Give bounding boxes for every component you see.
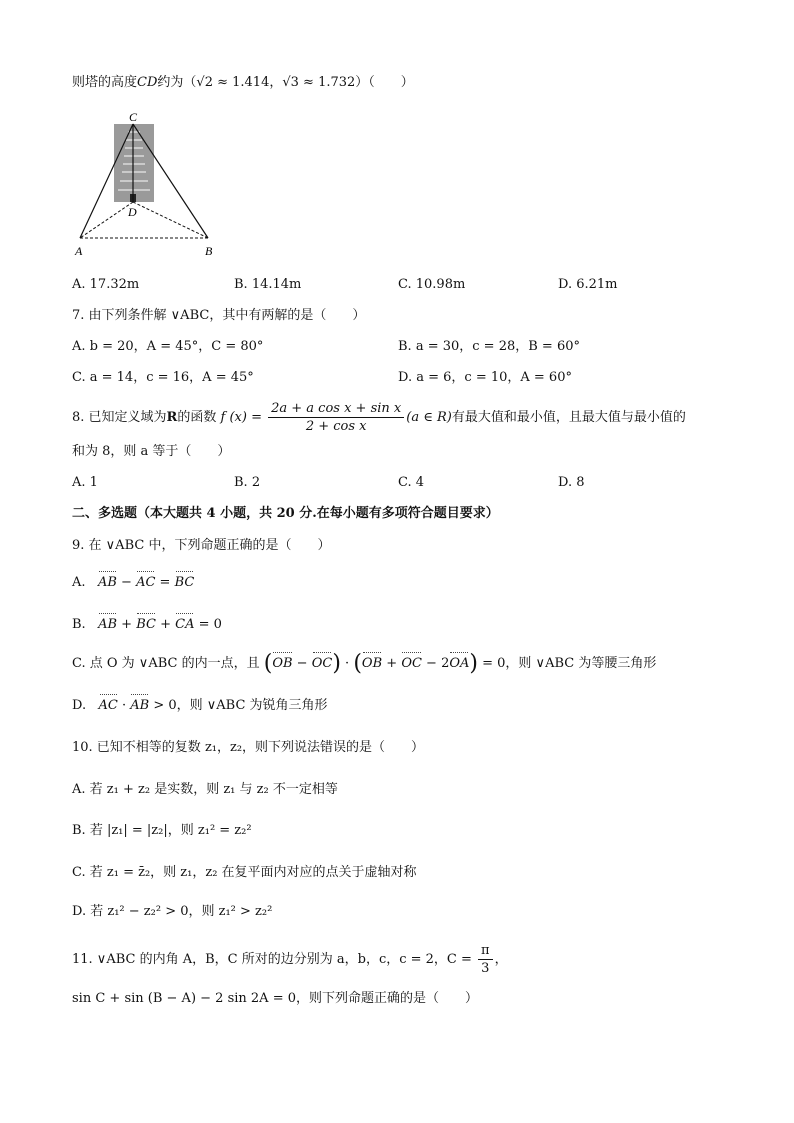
q9-b-label: B.: [72, 617, 86, 632]
q9-a-op1: −: [116, 575, 137, 590]
q10-stem: 10. 已知不相等的复数 z₁，z₂，则下列说法错误的是（ ）: [72, 740, 425, 755]
q8-option-b: B. 2: [234, 475, 261, 490]
q8-r: R: [166, 410, 178, 425]
tower-diagram: [72, 110, 222, 260]
label-a: A: [75, 244, 83, 258]
q11-fraction: [478, 942, 493, 977]
vector-oa: OA: [449, 656, 470, 671]
q9-a-label: A.: [72, 575, 86, 590]
q8-option-a: A. 1: [72, 475, 98, 490]
q9-b-op2: +: [155, 617, 176, 632]
q7-option-d: D. a = 6，c = 10，A = 60°: [398, 370, 572, 385]
q11-three: 3: [481, 961, 490, 976]
q11-stem-line2: sin C + sin (B − A) − 2 sin 2A = 0，则下列命题正确的是（ ）: [72, 991, 478, 1006]
q11-stem-pre: 11. ∨ABC 的内角 A，B，C 所对的边分别为 a，b，c，c = 2，C =: [72, 952, 472, 967]
q8-stem-mid: 的函数: [177, 410, 217, 425]
label-c: C: [129, 110, 138, 124]
q10-option-c: C. 若 z₁ = z̄₂，则 z₁，z₂ 在复平面内对应的点关于虚轴对称: [72, 865, 417, 880]
vector-ab: AB: [130, 698, 150, 713]
q8-stem-post: 有最大值和最小值，且最大值与最小值的: [451, 410, 686, 425]
q9-d-post: > 0，则 ∨ABC 为锐角三角形: [149, 698, 328, 713]
q9-c-dot: ·: [340, 656, 354, 671]
q9-c-plus: +: [382, 656, 402, 671]
q9-c-minus: −: [292, 656, 312, 671]
q9-c-pre: C. 点 O 为 ∨ABC 的内一点，且: [72, 656, 260, 671]
vector-ca: CA: [175, 617, 195, 632]
q6-option-c: C. 10.98m: [398, 277, 466, 292]
label-b: B: [205, 244, 213, 258]
q8-option-d: D. 8: [558, 475, 585, 490]
q6-prefix: 则塔的高度: [72, 75, 138, 90]
q9-b-op1: +: [117, 617, 137, 632]
vector-bc: BC: [174, 575, 195, 590]
q9-option-b: [72, 616, 222, 634]
q8-stem-line2: 和为 8，则 a 等于（ ）: [72, 444, 231, 459]
q9-stem: 9. 在 ∨ABC 中，下列命题正确的是（ ）: [72, 538, 331, 553]
q9-b-eq: = 0: [194, 617, 222, 632]
q8-numerator: 2a + a cos x + sin x: [268, 400, 404, 418]
section2-title: 二、多选题（本大题共 4 小题，共 20 分.在每小题有多项符合题目要求）: [72, 506, 499, 521]
q6-cd: CD: [137, 75, 158, 90]
q8-stem-line1: [72, 397, 686, 439]
q8-fx: f (x) =: [220, 410, 262, 425]
q10-option-b: B. 若 |z₁| = |z₂|，则 z₁² = z₂²: [72, 823, 252, 838]
q11-pi: π: [478, 942, 493, 960]
vector-ab: AB: [97, 575, 117, 590]
q8-stem-pre: 8. 已知定义域为: [72, 410, 167, 425]
q9-option-d: [72, 697, 328, 715]
q7-option-a: A. b = 20，A = 45°，C = 80°: [72, 339, 264, 354]
q9-a-op2: =: [155, 575, 175, 590]
q6-suffix: ）（ ）: [355, 75, 414, 90]
q6-comma: ，: [269, 75, 283, 90]
q9-option-a: [72, 574, 194, 592]
q9-option-c: C. 点 O 为 ∨ABC 的内一点，且 (OB − OC) · (OB + OC − 2OA) = 0，则 ∨ABC 为等腰三角形: [72, 651, 657, 676]
vector-ac: AC: [136, 575, 156, 590]
q10-option-a: A. 若 z₁ + z₂ 是实数，则 z₁ 与 z₂ 不一定相等: [72, 782, 338, 797]
vector-bc: BC: [136, 617, 156, 632]
q10-option-d: D. 若 z₁² − z₂² > 0，则 z₁² > z₂²: [72, 904, 273, 919]
q11-stem-post: ，: [494, 952, 508, 967]
q9-c-minus2: − 2: [421, 656, 450, 671]
vector-oc: OC: [401, 656, 422, 671]
q6-option-a: A. 17.32m: [72, 277, 140, 292]
q8-denominator: 2 + cos x: [305, 419, 367, 434]
q6-sqrt2: √2 ≈ 1.414: [196, 75, 270, 90]
vector-ob: OB: [361, 656, 383, 671]
vector-oc: OC: [311, 656, 333, 671]
q8-fraction: [268, 400, 404, 435]
q6-mid: 约为（: [157, 75, 197, 90]
label-d: D: [128, 205, 137, 219]
q7-option-c: C. a = 14，c = 16，A = 45°: [72, 370, 254, 385]
vector-ab: AB: [98, 617, 118, 632]
q6-tail-line: [72, 74, 414, 92]
q6-option-d: D. 6.21m: [558, 277, 618, 292]
q6-option-b: B. 14.14m: [234, 277, 302, 292]
q11-stem-line1: [72, 940, 508, 980]
vector-ob: OB: [272, 656, 293, 671]
tower-figure: [72, 110, 222, 264]
q7-stem: 7. 由下列条件解 ∨ABC，其中有两解的是（ ）: [72, 308, 366, 323]
q8-cond: (a ∈ R): [406, 410, 452, 425]
vector-ac: AC: [98, 698, 118, 713]
q7-option-b: B. a = 30，c = 28，B = 60°: [398, 339, 581, 354]
q6-sqrt3: √3 ≈ 1.732: [282, 75, 356, 90]
q9-d-label: D.: [72, 698, 87, 713]
q9-c-post: = 0，则 ∨ABC 为等腰三角形: [478, 656, 657, 671]
q8-option-c: C. 4: [398, 475, 425, 490]
q9-d-dot: ·: [117, 698, 131, 713]
